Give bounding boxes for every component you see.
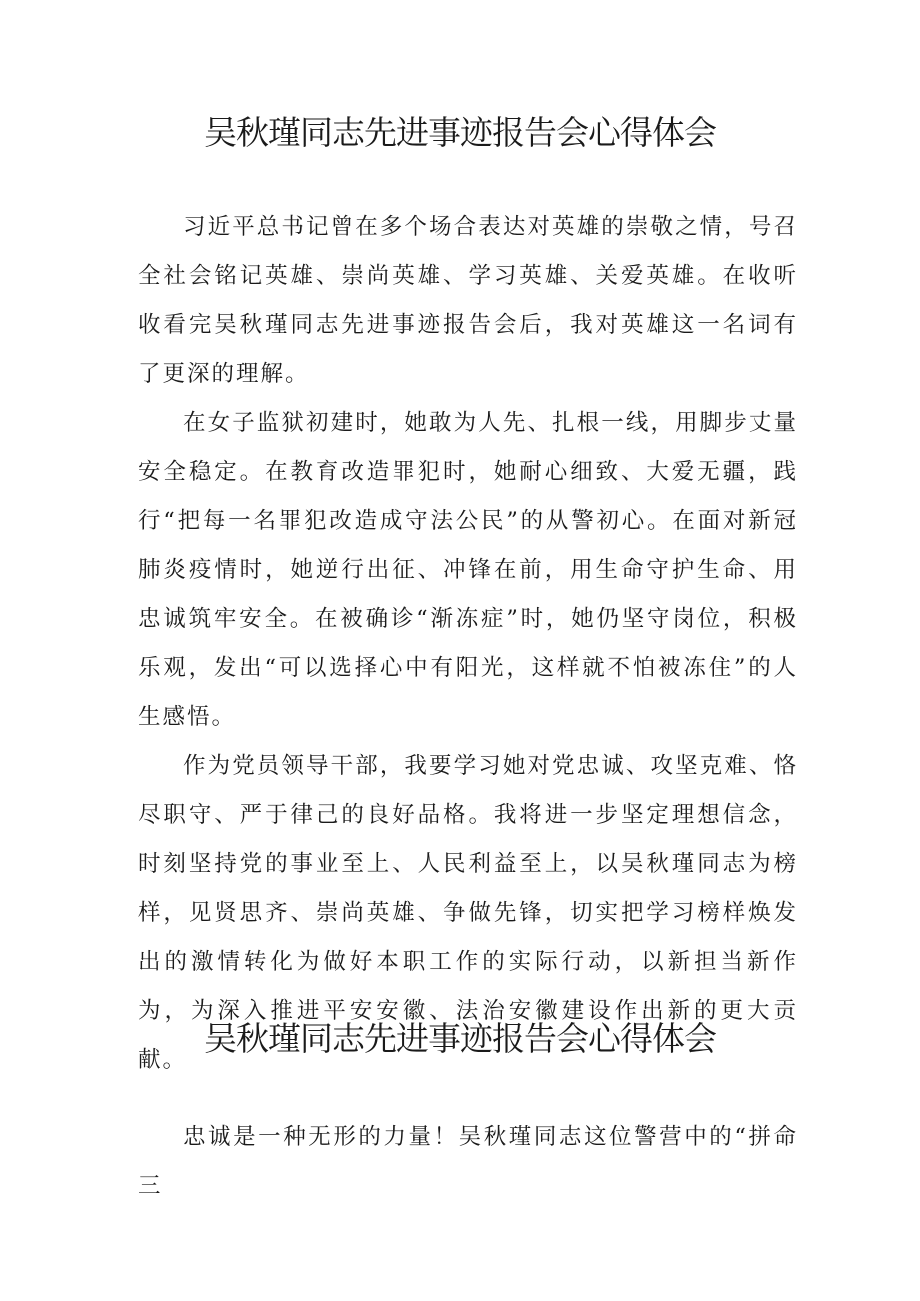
article-body [138,203,798,1085]
paragraph: 作为党员领导干部，我要学习她对党忠诚、攻坚克难、恪尽职守、严于律己的良好品格。我将进一步坚定理想信念，时刻坚持党的事业至上、人民利益至上，以吴秋瑾同志为榜样，见贤思齐、崇尚英雄、争做先锋，切实把学习榜样焕发出的激情转化为做好本职工作的实际行动，以新担当新作为，为深入推进平安安徽、法治安徽建设作出新的更大贡献。 [138,753,798,1073]
article-body [138,1113,798,1211]
paragraph: 习近平总书记曾在多个场合表达对英雄的崇敬之情，号召全社会铭记英雄、崇尚英雄、学习英雄、关爱英雄。在收听收看完吴秋瑾同志先进事迹报告会后，我对英雄这一名词有了更深的理解。 [138,214,798,387]
article-title: 吴秋瑾同志先进事迹报告会心得体会 [204,113,716,152]
paragraph: 在女子监狱初建时，她敢为人先、扎根一线，用脚步丈量安全稳定。在教育改造罪犯时，她耐心细致、大爱无疆，践行“把每一名罪犯改造成守法公民”的从警初心。在面对新冠肺炎疫情时，她逆行出征、冲锋在前，用生命守护生命、用忠诚筑牢安全。在被确诊“渐冻症”时，她仍坚守岗位，积极乐观，发出“可以选择心中有阳光，这样就不怕被冻住”的人生感悟。 [138,410,798,730]
article-title: 吴秋瑾同志先进事迹报告会心得体会 [204,1019,716,1058]
paragraph: 忠诚是一种无形的力量！吴秋瑾同志这位警营中的“拼命三 [138,1124,798,1199]
